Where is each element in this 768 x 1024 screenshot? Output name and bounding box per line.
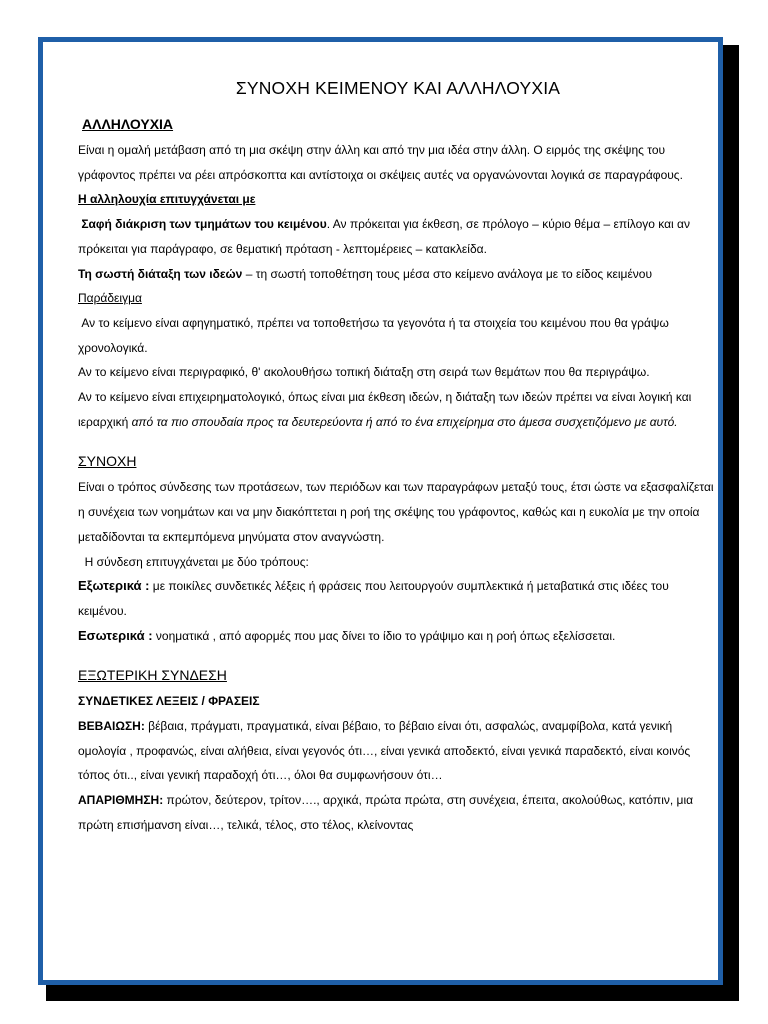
paragraph [78, 624, 718, 649]
section-external-connection [78, 661, 718, 837]
example-label: Παράδειγμα [78, 291, 142, 306]
paragraph [78, 574, 718, 623]
section-heading-synoxi: ΣΥΝΟΧΗ [78, 453, 137, 470]
paragraph-text: νοηματικά , από αφορμές που μας δίνει το ίδιο το γράψιμο και η ροή όπως εξελίσσεται. [152, 628, 616, 643]
document-title: ΣΥΝΟΧΗ ΚΕΙΜΕΝΟΥ ΚΑΙ ΑΛΛΗΛΟΥΧΙΑ [235, 78, 561, 98]
section-heading-external: ΕΞΩΤΕΡΙΚΗ ΣΥΝΔΕΣΗ [78, 667, 227, 684]
paragraph-text: με ποικίλες συνδετικές λέξεις ή φράσεις που λειτουργούν συμπλεκτικά ή μεταβατικά στις ιδέες του κειμένου. [78, 579, 669, 618]
paragraph: Είναι η ομαλή μετάβαση από τη μια σκέψη στην άλλη και από την μια ιδέα στην άλλη. Ο ειρμός της σκέψης του γράφοντος πρέπει να ρέει απρόσκοπτα και αντίστοιχα οι σκέψεις αυτές να οργανώνονται λογικά σε παραγράφους. [78, 143, 683, 182]
paragraph [78, 714, 718, 788]
bold-phrase: Σαφή διάκριση των τμημάτων του κειμένου [81, 217, 327, 232]
example-paragraph [78, 385, 718, 434]
paragraph-text: πρώτον, δεύτερον, τρίτον…., αρχικά, πρώτα πρώτα, στη συνέχεια, έπειτα, ακολούθως, κατόπιν, μια πρώτη επισήμανση είναι…, τελικά, τέλος, στο τέλος, κλείνοντας [78, 793, 694, 832]
section-heading-allilouxia: ΑΛΛΗΛΟΥΧΙΑ [82, 116, 174, 132]
paragraph: Είναι ο τρόπος σύνδεσης των προτάσεων, των περιόδων και των παραγράφων μεταξύ τους, έτσι ώστε να εξασφαλίζεται η συνέχεια των νοημάτων και να μην διακόπτεται η ροή της σκέψης του γράφοντος, καθώς και η ευκολία με την οποία μεταδίδονται τα εκπεμπόμενα μηνύματα στον αναγνώστη. [78, 480, 714, 544]
paragraph-text: βέβαια, πράγματι, πραγματικά, είναι βέβαιο, το βέβαιο είναι ότι, ασφαλώς, αναμφίβολα, κατά γενική ομολογία , προφανώς, είναι αλήθεια, είναι γεγονός ότι…, είναι γενικά αποδεκτό, είναι γενικά παραδεκτό, είναι κοινός τόπος ότι.., είναι γενική παραδοχή ότι…, όλοι θα συμφωνήσουν ότι… [78, 719, 691, 783]
paragraph [78, 788, 718, 837]
label-external: Εξωτερικά : [78, 578, 150, 594]
bold-phrase: Τη σωστή διάταξη των ιδεών [78, 266, 243, 281]
example-text: Αν το κείμενο είναι αφηγηματικό, πρέπει να τοποθετήσω τα γεγονότα ή τα στοιχεία του κειμένου που θα γράψω χρονολογικά. [78, 315, 669, 355]
label-internal: Εσωτερικά : [78, 627, 153, 643]
paragraph [78, 262, 718, 287]
paragraph: Η σύνδεση επιτυγχάνεται με δύο τρόπους: [78, 554, 309, 569]
paragraph [78, 212, 718, 261]
italic-phrase: από τα πιο σπουδαία προς τα δευτερεύοντα ή από το ένα επιχείρημα στο άμεσα συσχετιζόμενο με αυτό. [131, 414, 678, 429]
label-enumeration: ΑΠΑΡΙΘΜΗΣΗ: [78, 793, 164, 808]
paragraph-text: – τη σωστή τοποθέτηση τους μέσα στο κείμενο ανάλογα με το είδος κειμένου [242, 266, 653, 281]
example-paragraph [78, 311, 718, 360]
document-body [78, 76, 718, 838]
section-allilouxia [78, 110, 718, 434]
subheading: Η αλληλουχία επιτυγχάνεται με [78, 192, 256, 207]
label-confirmation: ΒΕΒΑΙΩΣΗ: [78, 719, 145, 734]
paragraph-text: . Αν πρόκειται για έκθεση, σε πρόλογο – κύριο θέμα – επίλογο και αν πρόκειται για παράγραφο, σε θεματική πρόταση - λεπτομέρειες – κατακλείδα. [78, 217, 690, 256]
example-text: Αν το κείμενο είναι επιχειρηματολογικό, όπως είναι μια έκθεση ιδεών, η διάταξη των ιδεών πρέπει να είναι λογική και ιεραρχική [78, 390, 692, 429]
example-paragraph: Αν το κείμενο είναι περιγραφικό, θ' ακολουθήσω τοπική διάταξη στη σειρά των θεμάτων που θα περιγράψω. [78, 365, 650, 380]
section-synoxi [78, 447, 718, 648]
subheading: ΣΥΝΔΕΤΙΚΕΣ ΛΕΞΕΙΣ / ΦΡΑΣΕΙΣ [78, 694, 260, 709]
